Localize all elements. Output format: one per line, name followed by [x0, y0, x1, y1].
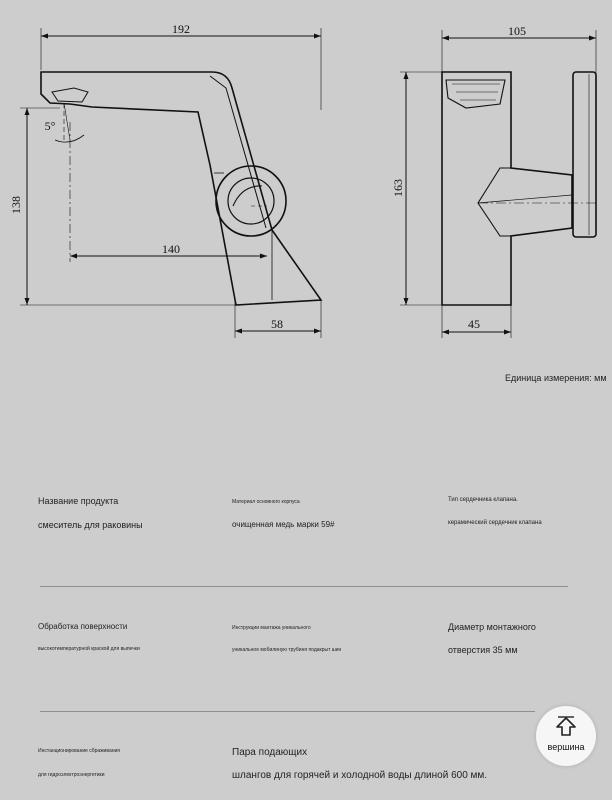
- dim-45: 45: [468, 317, 480, 331]
- spec-value-valve-core: керамический сердечник клапана: [448, 520, 542, 526]
- arrow-up-icon: [556, 716, 576, 738]
- dim-105: 105: [508, 24, 526, 38]
- spec-label-hoses: Пара подающих: [232, 747, 308, 758]
- dim-192: 192: [172, 22, 190, 36]
- dim-58: 58: [271, 317, 283, 331]
- spec-label-hole-diameter: Диаметр монтажного: [448, 622, 536, 632]
- unit-note: Единица измерения: мм: [505, 373, 607, 383]
- spec-value-hole-diameter: отверстия 35 мм: [448, 645, 518, 655]
- spec-value-surface-finish: высокотемпературной краской для выпечки: [38, 646, 140, 652]
- spec-value-installation: уникальное мобилиную трубиня подакрыт шин: [232, 647, 342, 653]
- spec-label-energy: Инстанционирование сбраживания: [38, 748, 120, 754]
- divider-2: [40, 711, 535, 712]
- dim-138: 138: [9, 196, 23, 214]
- spec-value-body-material: очищенная медь марки 59#: [232, 520, 335, 529]
- spec-label-body-material: Материал основного корпуса: [232, 499, 300, 505]
- spec-label-valve-core: Тип сердечника клапана.: [448, 497, 518, 503]
- front-view: [400, 30, 596, 338]
- spec-label-surface-finish: Обработка поверхности: [38, 622, 128, 631]
- spec-label-installation: Инструкции мантажа уникального: [232, 625, 311, 631]
- side-view: [20, 28, 321, 338]
- spec-value-hoses: шлангов для горячей и холодной воды длиной 600 мм.: [232, 770, 488, 781]
- dim-140: 140: [162, 242, 180, 256]
- spec-value-product-name: смеситель для раковины: [38, 520, 143, 530]
- divider-1: [40, 586, 568, 587]
- technical-drawing: [0, 0, 612, 345]
- dim-163: 163: [391, 179, 405, 197]
- angle-label: 5°: [44, 119, 56, 133]
- spec-label-product-name: Название продукта: [38, 496, 119, 506]
- back-to-top-button[interactable]: [536, 706, 596, 766]
- back-to-top-label: вершина: [547, 742, 585, 752]
- spec-value-energy: для гидроэлектроэнергетики: [38, 772, 105, 778]
